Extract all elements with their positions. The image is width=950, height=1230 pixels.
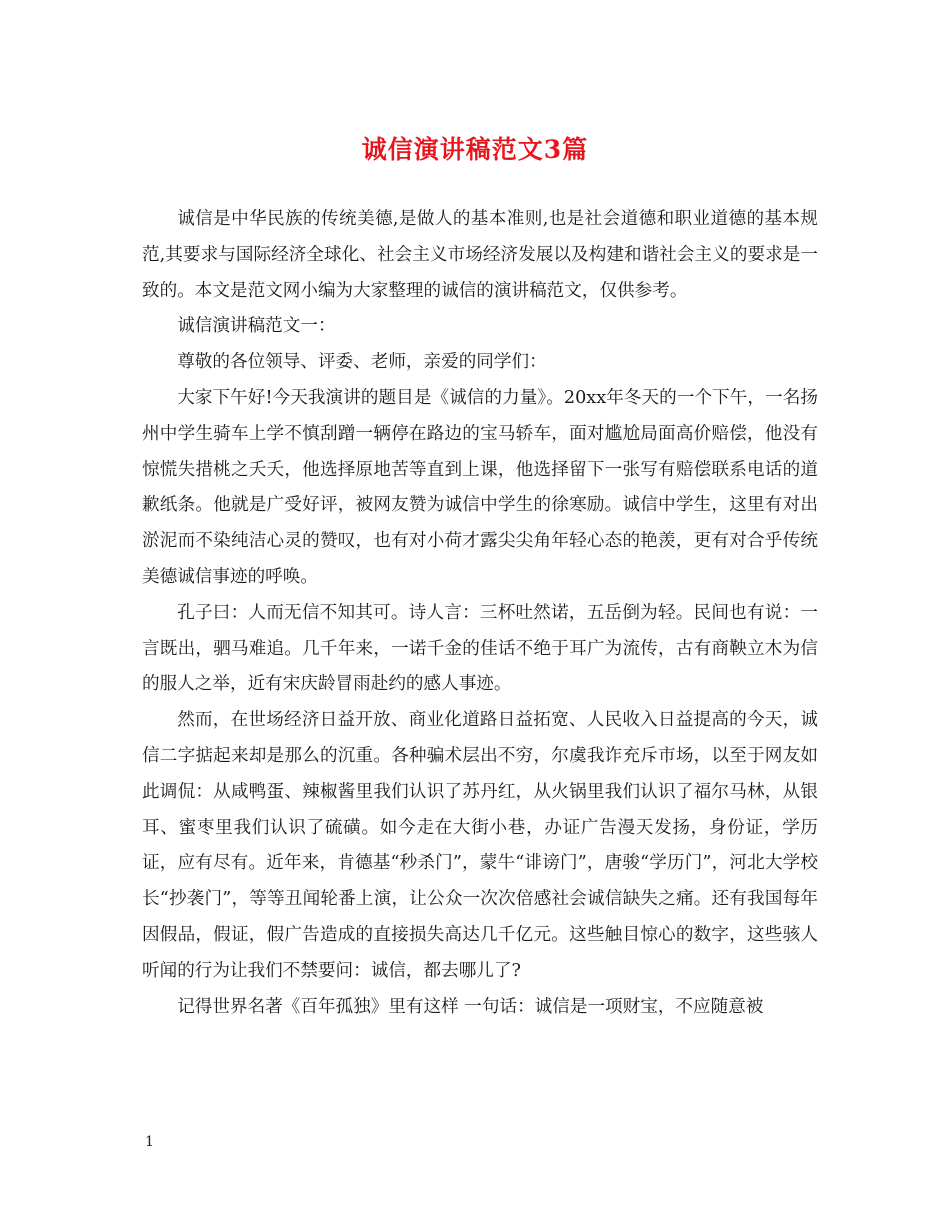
paragraph-opening: 大家下午好!今天我演讲的题目是《诚信的力量》。20xx年冬天的一个下午，一名扬州中学生骑车上学不慎刮蹭一辆停在路边的宝马轿车，面对尴尬局面高价赔偿，他没有惊慌失措桃之夭夭，他选择原地苦等直到上课，他选择留下一张写有赔偿联系电话的道歉纸条。他就是广受好评，被网友赞为诚信中学生的徐寒励。诚信中学生，这里有对出淤泥而不染纯洁心灵的赞叹，也有对小荷才露尖尖角年轻心态的艳羡，更有对合乎传统美德诚信事迹的呼唤。 (142, 387, 818, 587)
page-number: 1 (145, 1134, 154, 1150)
document-body (142, 202, 818, 1025)
paragraph-market: 然而，在世场经济日益开放、商业化道路日益拓宽、人民收入日益提高的今天，诚信二字掂起来却是那么的沉重。各种骗术层出不穷，尔虞我诈充斥市场，以至于网友如此调侃：从咸鸭蛋、辣椒酱里我们认识了苏丹红，从火锅里我们认识了福尔马林，从银耳、蜜枣里我们认识了硫磺。如今走在大街小巷，办证广告漫天发扬，身份证，学历证，应有尽有。近年来，肯德基“秒杀门”，蒙牛“诽谤门”，唐骏“学历门”，河北大学校长“抄袭门”，等等丑闻轮番上演，让公众一次次倍感社会诚信缺失之痛。还有我国每年因假品，假证，假广告造成的直接损失高达几千亿元。这些触目惊心的数字，这些骇人听闻的行为让我们不禁要问：诚信，都去哪儿了? (142, 710, 818, 981)
paragraph-quote: 记得世界名著《百年孤独》里有这样 一句话：诚信是一项财宝，不应随意被 (177, 996, 764, 1017)
paragraph-salutation: 尊敬的各位领导、评委、老师，亲爱的同学们： (177, 352, 547, 373)
paragraph-confucius: 孔子曰：人而无信不知其可。诗人言：三杯吐然诺，五岳倒为轻。民间也有说：一言既出，驷马难追。几千年来，一诺千金的佳话不绝于耳广为流传，古有商鞅立木为信的服人之举，近有宋庆龄冒雨赴约的感人事迹。 (142, 602, 818, 695)
paragraph-intro: 诚信是中华民族的传统美德,是做人的基本准则,也是社会道德和职业道德的基本规范,其要求与国际经济全球化、社会主义市场经济发展以及构建和谐社会主义的要求是一致的。本文是范文网小编为大家整理的诚信的演讲稿范文，仅供参考。 (142, 209, 818, 301)
document-title: 诚信演讲稿范文3篇 (361, 135, 589, 164)
paragraph-section-heading: 诚信演讲稿范文一： (177, 316, 336, 337)
